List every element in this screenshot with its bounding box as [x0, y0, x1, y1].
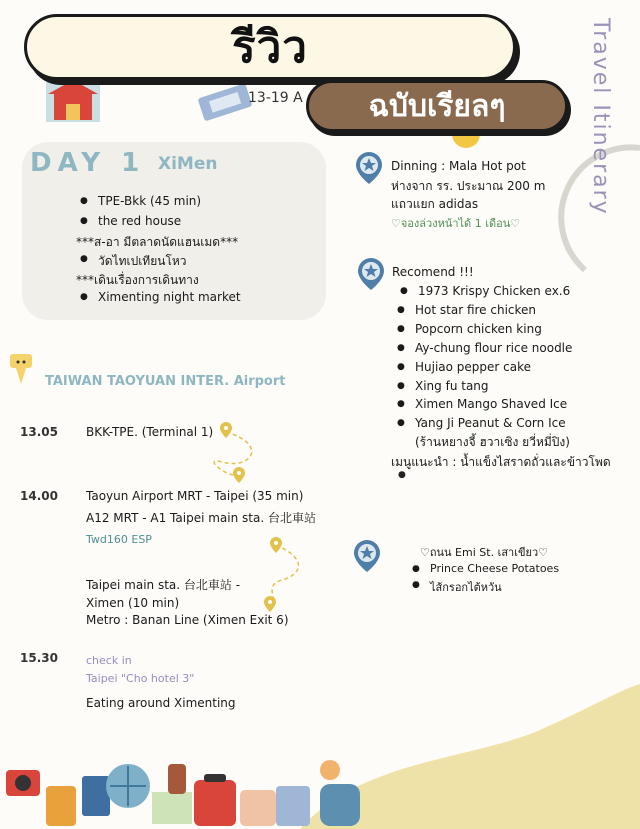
recommend-item: ● Xing fu tang [415, 379, 489, 393]
day-item: ● TPE-Bkk (45 min) [98, 194, 201, 208]
timeline-checkin: check in [86, 654, 132, 667]
day-label: DAY 1 [30, 148, 146, 178]
page-subtitle: ฉบับเรียลๆ [368, 88, 506, 124]
timeline-text: Ximen (10 min) [86, 596, 180, 610]
recommend-title: Recomend !!! [392, 265, 474, 279]
day-item: ● Ximenting night market [98, 290, 241, 304]
airport-label: TAIWAN TAOYUAN INTER. Airport [45, 374, 286, 389]
timeline-price: Twd160 ESP [86, 533, 152, 546]
timeline-text: BKK-TPE. (Terminal 1) [86, 425, 214, 439]
shell-sticker [320, 760, 340, 780]
timeline-text: Taipei main sta. 台北車站 - [86, 578, 241, 592]
recommend-item-note: (ร้านหยางจี้ ฮวาเซิง ยวี่หมี่ปิง) [415, 435, 570, 449]
star-pin-icon [354, 540, 380, 572]
day-item: ● the red house [98, 214, 181, 228]
time-label: 13.05 [20, 425, 58, 439]
menu-note: เมนูแนะนำ : น้ำแข็งไสราดถั่วและข้าวโพด [391, 455, 611, 469]
timeline-hotel: Taipei "Cho hotel 3" [86, 672, 195, 685]
emi-item: ● ไส้กรอกไต้หวัน [430, 578, 502, 596]
drink-sticker [168, 764, 186, 794]
dinner-text: Dinning : Mala Hot pot [391, 159, 526, 173]
location-pin-icon [270, 537, 282, 553]
subtitle-banner [306, 80, 568, 132]
recommend-item: ● Popcorn chicken king [415, 322, 542, 336]
recommend-item: ● Ay-chung flour rice noodle [415, 341, 572, 355]
location-pin-icon [264, 596, 276, 612]
suitcase-sticker [194, 780, 236, 826]
day-place: XiMen [158, 154, 218, 174]
emi-item: ● Prince Cheese Potatoes [430, 562, 559, 575]
travel-stickers [0, 740, 370, 829]
date-range: 13-19 A [248, 90, 303, 106]
time-label: 15.30 [20, 651, 58, 665]
star-pin-icon [358, 258, 384, 290]
dinner-text: แถวแยก adidas [391, 197, 479, 211]
dinner-note: ♡จองล่วงหน้าได้ 1 เดือน♡ [391, 217, 521, 230]
emi-title: ♡ถนน Emi St. เสาเขียว♡ [420, 546, 548, 559]
ticket-sticker [196, 82, 256, 122]
bag-sticker [46, 786, 76, 826]
map-sticker [152, 792, 192, 824]
day-note: ***ส-อา มีตลาดนัดแฮนเมด*** [76, 235, 239, 249]
passport-sticker [82, 776, 110, 816]
star-pin-icon [356, 152, 382, 184]
route-line-2 [270, 545, 299, 602]
day-note: ***เดินเรื่องการเดินทาง [76, 273, 199, 287]
dinner-text: ห่างจาก รร. ประมาณ 200 m [391, 179, 546, 193]
timeline-text: Taoyun Airport MRT - Taipei (35 min) [86, 489, 304, 503]
location-pin-icon [233, 467, 245, 483]
recommend-item: ● Yang Ji Peanut & Corn Ice [415, 416, 566, 430]
backpack-sticker [320, 784, 360, 826]
side-title: Travel Itinerary [588, 18, 613, 216]
recommend-item: ● Hujiao pepper cake [415, 360, 531, 374]
timeline-text: A12 MRT - A1 Taipei main sta. 台北車站 [86, 511, 316, 525]
pushpin-icon [8, 354, 34, 384]
recommend-item: ● Hot star fire chicken [415, 303, 536, 317]
page-title: รีวิว [231, 22, 309, 73]
timeline-text: Eating around Ximenting [86, 696, 236, 710]
title-banner [24, 14, 516, 80]
luggage-sticker [240, 790, 276, 826]
location-pin-icon [220, 422, 232, 438]
timeline-text: Metro : Banan Line (Ximen Exit 6) [86, 613, 289, 627]
time-label: 14.00 [20, 489, 58, 503]
recommend-item: ● 1973 Krispy Chicken ex.6 [418, 284, 570, 298]
day-item: ● วัดไทเปเทียนโหว [98, 252, 187, 271]
empty-bullet: ● [398, 470, 406, 480]
ticket-stack-sticker [276, 786, 310, 826]
recommend-item: ● Ximen Mango Shaved Ice [415, 397, 567, 411]
